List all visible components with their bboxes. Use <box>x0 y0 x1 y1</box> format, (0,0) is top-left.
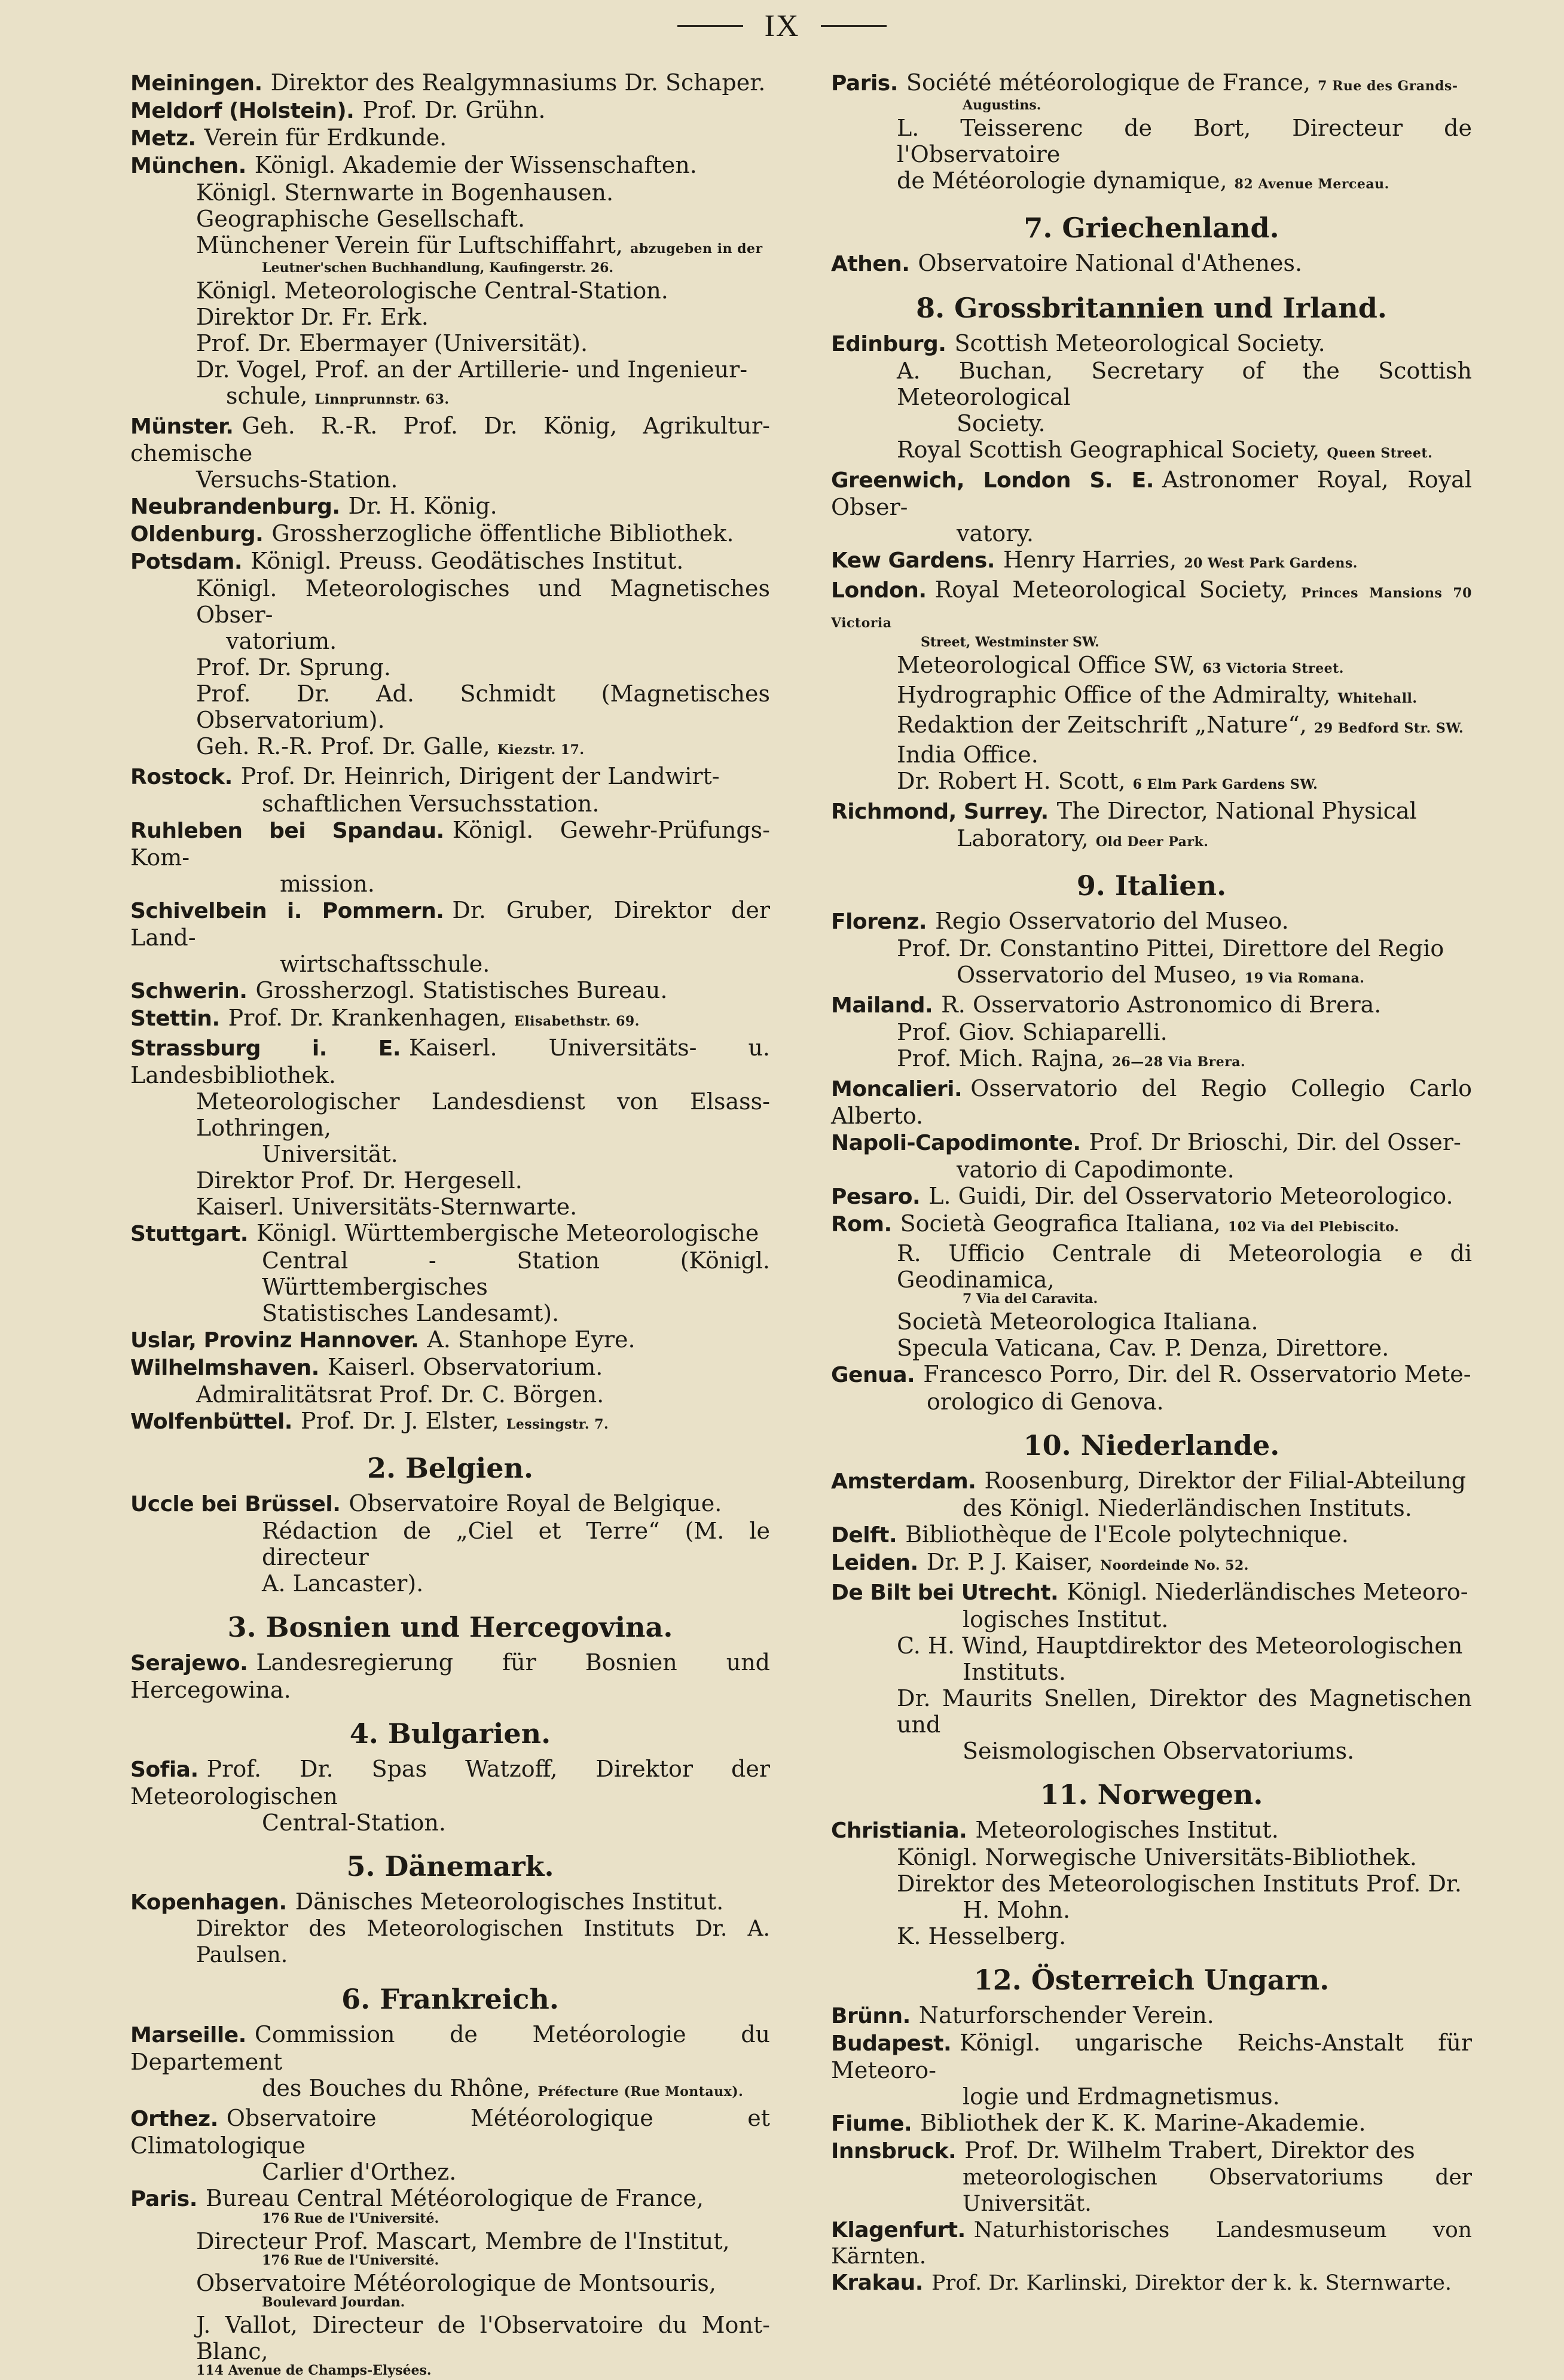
city-name: Schivelbein i. Pommern. <box>130 899 444 923</box>
entry-de-bilt <box>831 1579 1472 1606</box>
city-name: Delft. <box>831 1523 897 1548</box>
city-name: Richmond, Surrey. <box>831 800 1049 824</box>
entry-text: Münchener Verein für Luftschiffahrt, <box>196 232 623 258</box>
city-name: Serajewo. <box>130 1651 248 1676</box>
city-name: Greenwich, London S. E. <box>831 468 1154 493</box>
entry-line: A. Buchan, Secretary of the Scottish Meteorological <box>897 358 1472 410</box>
entry-text: Laboratory, <box>957 825 1089 852</box>
entry-text: Königl. Gewehr-Prüfungs-Kom- <box>130 817 770 871</box>
entry-line: Prof. Dr. Ebermayer (Universität). <box>196 330 588 356</box>
entry-meiningen <box>130 69 770 97</box>
entry-line: Königl. Meteorologische Central-Station. <box>196 277 668 304</box>
entry-line: Rédaction de „Ciel et Terre“ (M. le directeur <box>262 1518 770 1570</box>
city-name: Rom. <box>831 1212 892 1237</box>
address-note: 82 Avenue Merceau. <box>1234 176 1389 192</box>
entry-line: Direktor Prof. Dr. Hergesell. <box>196 1167 523 1194</box>
entry-text: Dänisches Meteorologisches Institut. <box>295 1888 724 1915</box>
entry-text: Grossherzogliche öffentliche Bibliothek. <box>271 520 734 547</box>
entry-line: orologico di Genova. <box>927 1389 1164 1415</box>
entry-edinburg <box>831 330 1472 358</box>
entry-neubrandenburg <box>130 493 770 520</box>
city-name: Innsbruck. <box>831 2139 957 2164</box>
entry-line: Observatoire Météorologique de Montsouris, <box>196 2270 716 2296</box>
address-note: abzugeben in der <box>630 241 763 257</box>
city-name: Ruhleben bei Spandau. <box>130 819 444 843</box>
entry-line: Direktor des Meteorologischen Instituts Prof. Dr. <box>897 1871 1462 1897</box>
left-column <box>130 69 770 2380</box>
entry-kopenhagen <box>130 1888 770 1916</box>
entry-paris <box>130 2185 770 2213</box>
entry-line: Kaiserl. Universitäts-Sternwarte. <box>196 1194 578 1220</box>
entry-metz <box>130 124 770 152</box>
address-note: Leutner'schen Buchhandlung, Kaufingerstr. 26. <box>262 260 614 276</box>
entry-line <box>831 962 1472 991</box>
city-name: Christiania. <box>831 1818 967 1843</box>
entry-line: Statistisches Landesamt). <box>262 1300 560 1326</box>
city-name: Paris. <box>130 2187 197 2211</box>
entry-text: Landesregierung für Bosnien und Hercegowina. <box>130 1649 770 1703</box>
entry-bruenn <box>831 2002 1472 2030</box>
city-name: Paris. <box>831 71 898 96</box>
entry-text: Geh. R.-R. Prof. Dr. Galle, <box>196 733 490 759</box>
entry-line: logie und Erdmagnetismus. <box>963 2083 1280 2110</box>
entry-text: Société météorologique de France, <box>906 69 1311 96</box>
entry-text: Bureau Central Météorologique de France, <box>205 2185 704 2211</box>
entry-serajewo <box>130 1649 770 1703</box>
entry-line: logisches Institut. <box>963 1606 1169 1633</box>
entry-uccle <box>130 1490 770 1518</box>
entry-line: Geographische Gesellschaft. <box>196 206 526 232</box>
entry-line: Prof. Giov. Schiaparelli. <box>897 1019 1168 1045</box>
entry-line: schaftlichen Versuchsstation. <box>262 791 600 817</box>
entry-line: Prof. Dr. Ad. Schmidt (Magnetisches Observatorium). <box>196 681 770 733</box>
entry-line: meteorologischen Observatoriums der Universität. <box>963 2165 1472 2216</box>
entry-line: Admiralitätsrat Prof. Dr. C. Börgen. <box>196 1381 604 1408</box>
city-name: Wolfenbüttel. <box>130 1409 292 1434</box>
entry-text: Royal Scottish Geographical Society, <box>897 437 1320 463</box>
entry-line: wirtschaftsschule. <box>280 951 490 977</box>
address-note: Whitehall. <box>1337 691 1418 706</box>
entry-text: Observatoire Royal de Belgique. <box>349 1490 722 1517</box>
entry-text: R. Osservatorio Astronomico di Brera. <box>941 991 1382 1018</box>
address-note: Queen Street. <box>1327 446 1433 461</box>
entry-line: Meteorologischer Landesdienst von Elsass-Lothringen, <box>196 1088 770 1141</box>
address-note: Préfecture (Rue Montaux). <box>537 2084 744 2100</box>
entry-line: mission. <box>280 871 375 897</box>
entry-text: Prof. Mich. Rajna, <box>897 1045 1105 1072</box>
country-heading: 7. Griechenland. <box>1024 212 1279 244</box>
entry-budapest <box>831 2030 1472 2083</box>
entry-text: Direktor des Realgymnasiums Dr. Schaper. <box>270 69 766 96</box>
entry-amsterdam <box>831 1467 1472 1495</box>
entry-athen <box>831 250 1472 277</box>
city-name: Kopenhagen. <box>130 1890 287 1915</box>
entry-line: Direktor des Meteorologischen Instituts Dr. A. Paulsen. <box>196 1917 770 1967</box>
entry-line <box>831 682 1472 712</box>
entry-line: Königl. Meteorologisches und Magnetisches Obser- <box>196 575 770 628</box>
city-name: Uslar, Provinz Hannover. <box>130 1328 419 1353</box>
address-note: 7 Rue des Grands- <box>1318 78 1458 94</box>
entry-line <box>831 825 1472 855</box>
address-note: 7 Via del Caravita. <box>963 1291 1098 1307</box>
entry-london <box>831 576 1472 636</box>
entry-ruhleben <box>130 817 770 871</box>
entry-line: Direktor Dr. Fr. Erk. <box>196 304 429 330</box>
entry-line: Dr. Maurits Snellen, Direktor des Magnetischen und <box>897 1685 1472 1738</box>
entry-text: Königl. Preuss. Geodätisches Institut. <box>251 548 684 574</box>
city-name: Rostock. <box>130 765 233 789</box>
entry-line: C. H. Wind, Hauptdirektor des Meteorologischen <box>897 1633 1463 1659</box>
address-note: 19 Via Romana. <box>1244 971 1365 986</box>
entry-line: Central-Station. <box>262 1810 446 1836</box>
entry-text: Prof. Dr. Krankenhagen, <box>228 1005 507 1031</box>
entry-text: Prof. Dr. Karlinski, Direktor der k. k. Sternwarte. <box>931 2271 1452 2295</box>
address-note: Kiezstr. 17. <box>497 742 585 758</box>
entry-line <box>130 383 770 413</box>
city-name: Fiume. <box>831 2112 912 2136</box>
entry-line: Central - Station (Königl. Württembergisches <box>262 1247 770 1300</box>
entry-napoli <box>831 1129 1472 1157</box>
entry-line: L. Teisserenc de Bort, Directeur de l'Observatoire <box>897 115 1472 167</box>
entry-text: schule, <box>226 383 308 409</box>
entry-text: Prof. Dr. Spas Watzoff, Direktor der Meteorologischen <box>130 1756 770 1810</box>
entry-marseille <box>130 2021 770 2075</box>
entry-line: des Königl. Niederländischen Instituts. <box>963 1495 1412 1521</box>
entry-line <box>831 167 1472 197</box>
entry-orthez <box>130 2105 770 2159</box>
entry-text: Scottish Meteorological Society. <box>954 330 1325 356</box>
city-name: Schwerin. <box>130 979 248 1003</box>
entry-line: H. Mohn. <box>963 1897 1071 1923</box>
country-heading: 6. Frankreich. <box>341 1983 559 2015</box>
page-number: IX <box>764 9 800 43</box>
entry-text: Prof. Dr Brioschi, Dir. del Osser- <box>1089 1129 1461 1155</box>
entry-text: Dr. Gruber, Direktor der Land- <box>130 897 770 951</box>
entry-line: Dr. Vogel, Prof. an der Artillerie- und Ingenieur- <box>196 356 748 383</box>
entry-text: Naturforschender Verein. <box>918 2002 1214 2028</box>
country-heading: 11. Norwegen. <box>1040 1778 1263 1811</box>
entry-genua <box>831 1361 1472 1389</box>
address-note: Boulevard Jourdan. <box>262 2294 405 2310</box>
entry-text: Grossherzogl. Statistisches Bureau. <box>255 977 668 1003</box>
entry-line <box>130 2075 770 2105</box>
city-name: Wilhelmshaven. <box>130 1356 319 1380</box>
city-name: Meldorf (Holstein). <box>130 99 355 123</box>
entry-greenwich <box>831 466 1472 520</box>
address-note: Augustins. <box>963 97 1041 113</box>
city-name: Stuttgart. <box>130 1222 248 1246</box>
address-note: 6 Elm Park Gardens SW. <box>1132 777 1318 792</box>
entry-text: Società Geografica Italiana, <box>900 1210 1221 1237</box>
entry-line: J. Vallot, Directeur de l'Observatoire du Mont-Blanc, <box>196 2312 770 2364</box>
entry-text: Kaiserl. Observatorium. <box>327 1354 603 1380</box>
city-name: Pesaro. <box>831 1185 921 1209</box>
country-heading: 10. Niederlande. <box>1023 1429 1280 1461</box>
entry-sofia <box>130 1756 770 1810</box>
entry-line: Society. <box>957 410 1046 437</box>
address-note: 20 West Park Gardens. <box>1184 556 1358 571</box>
country-heading: 9. Italien. <box>1076 869 1227 902</box>
entry-florenz <box>831 908 1472 935</box>
entry-text: Hydrographic Office of the Admiralty, <box>897 682 1331 708</box>
city-name: Neubrandenburg. <box>130 495 340 519</box>
entry-text: Prof. Dr. J. Elster, <box>300 1408 499 1434</box>
country-heading: 8. Grossbritannien und Irland. <box>916 292 1387 324</box>
entry-klagenfurt <box>831 2217 1472 2270</box>
entry-text: Kaiserl. Universitäts- u. Landesbibliothek. <box>130 1035 771 1088</box>
entry-line: vatorium. <box>226 628 337 654</box>
entry-text: Commission de Metéorologie du Departement <box>130 2021 770 2075</box>
entry-line <box>831 768 1472 798</box>
entry-line: Seismologischen Observatoriums. <box>963 1738 1355 1764</box>
city-name: Genua. <box>831 1363 915 1387</box>
entry-text: Osservatorio del Museo, <box>957 962 1238 988</box>
entry-text: L. Guidi, Dir. del Osservatorio Meteorologico. <box>928 1183 1453 1209</box>
city-name: Athen. <box>831 252 910 276</box>
address-note: Street, Westminster SW. <box>921 634 1099 650</box>
right-column <box>831 69 1472 2296</box>
entry-muenster <box>130 413 770 466</box>
entry-text: Naturhistorisches Landesmuseum von Kärnten. <box>831 2218 1472 2269</box>
entry-line: Versuchs-Station. <box>196 466 398 493</box>
address-note: 176 Rue de l'Université. <box>262 2253 439 2268</box>
city-name: Krakau. <box>831 2271 923 2295</box>
city-name: De Bilt bei Utrecht. <box>831 1580 1059 1605</box>
entry-text: Henry Harries, <box>1003 547 1177 573</box>
entry-leiden <box>831 1549 1472 1579</box>
page-header <box>0 8 1564 44</box>
entry-moncalieri <box>831 1075 1472 1129</box>
entry-delft <box>831 1521 1472 1549</box>
entry-potsdam <box>130 548 770 575</box>
entry-text: Verein für Erdkunde. <box>204 124 447 151</box>
entry-text: des Bouches du Rhône, <box>262 2075 531 2101</box>
entry-line: vatory. <box>957 520 1034 547</box>
city-name: Florenz. <box>831 910 927 934</box>
address-note: Princes Mansions 70 Victoria <box>831 585 1472 631</box>
entry-text: A. Stanhope Eyre. <box>427 1326 636 1353</box>
entry-text: Geh. R.-R. Prof. Dr. König, Agrikultur-chemische <box>130 413 770 466</box>
city-name: Napoli-Capodimonte. <box>831 1131 1081 1155</box>
entry-text: The Director, National Physical <box>1056 798 1417 824</box>
city-name: Uccle bei Brüssel. <box>130 1492 341 1517</box>
entry-line: vatorio di Capodimonte. <box>957 1157 1235 1183</box>
entry-text: Königl. ungarische Reichs-Anstalt für Meteoro- <box>831 2030 1472 2083</box>
city-name: Sofia. <box>130 1757 198 1782</box>
entry-stuttgart <box>130 1220 770 1247</box>
entry-muenchen <box>130 152 770 179</box>
entry-fiume <box>831 2110 1472 2137</box>
entry-line: Directeur Prof. Mascart, Membre de l'Institut, <box>196 2228 730 2254</box>
entry-wilhelmshaven <box>130 1354 770 1381</box>
city-name: Kew Gardens. <box>831 548 995 573</box>
address-note: 29 Bedford Str. SW. <box>1313 721 1464 736</box>
entry-text: Prof. Dr. Wilhelm Trabert, Direktor des <box>964 2137 1415 2164</box>
city-name: Edinburg. <box>831 332 946 356</box>
entry-text: Bibliothèque de l'Ecole polytechnique. <box>905 1521 1349 1548</box>
city-name: Münster. <box>130 414 234 439</box>
address-note: Old Deer Park. <box>1095 834 1209 850</box>
address-note: 114 Avenue de Champs-Elysées. <box>196 2363 432 2378</box>
entry-text: Roosenburg, Direktor der Filial-Abteilung <box>984 1467 1467 1494</box>
city-name: Oldenburg. <box>130 522 264 547</box>
city-name: Orthez. <box>130 2107 218 2131</box>
city-name: Amsterdam. <box>831 1469 976 1494</box>
country-heading: 4. Bulgarien. <box>349 1717 551 1750</box>
city-name: Strassburg i. E. <box>130 1036 401 1061</box>
entry-line <box>831 437 1472 466</box>
entry-text: Francesco Porro, Dir. del R. Osservatorio Mete- <box>923 1361 1471 1387</box>
entry-pesaro <box>831 1183 1472 1210</box>
entry-meldorf <box>130 97 770 124</box>
entry-text: Bibliothek der K. K. Marine-Akademie. <box>920 2110 1366 2136</box>
city-name: Metz. <box>130 126 196 151</box>
entry-line: R. Ufficio Centrale di Meteorologia e di Geodinamica, <box>897 1240 1472 1293</box>
entry-line <box>831 1045 1472 1075</box>
country-heading: 12. Österreich Ungarn. <box>973 1964 1330 1996</box>
city-name: London. <box>831 578 927 603</box>
entry-christiania <box>831 1817 1472 1844</box>
entry-line: Società Meteorologica Italiana. <box>897 1308 1258 1335</box>
entry-line: Prof. Dr. Sprung. <box>196 654 391 681</box>
entry-rom <box>831 1210 1472 1240</box>
address-note: Noordeinde No. 52. <box>1100 1558 1249 1573</box>
city-name: Brünn. <box>831 2004 911 2028</box>
entry-text: Dr. Robert H. Scott, <box>897 768 1126 794</box>
entry-schwerin <box>130 977 770 1005</box>
entry-line: Carlier d'Orthez. <box>262 2159 457 2185</box>
city-name: Budapest. <box>831 2031 952 2056</box>
entry-text: Redaktion der Zeitschrift „Nature“, <box>897 712 1307 738</box>
entry-wolfenbuettel <box>130 1408 770 1438</box>
city-name: Mailand. <box>831 993 933 1018</box>
entry-text: Prof. Dr. Heinrich, Dirigent der Landwirt- <box>240 763 720 789</box>
entry-text: Observatoire Météorologique et Climatologique <box>130 2105 770 2159</box>
header-rule-right <box>821 25 887 27</box>
entry-text: Königl. Akademie der Wissenschaften. <box>254 152 697 178</box>
country-heading: 2. Belgien. <box>366 1452 534 1484</box>
entry-text: Dr. P. J. Kaiser, <box>926 1549 1093 1575</box>
entry-line <box>831 712 1472 742</box>
entry-text: Prof. Dr. Grühn. <box>362 97 546 123</box>
entry-text: Astronomer Royal, Royal Obser- <box>831 466 1472 520</box>
entry-text: Meteorologisches Institut. <box>975 1817 1279 1843</box>
entry-innsbruck <box>831 2137 1472 2165</box>
entry-uslar <box>130 1326 770 1354</box>
city-name: Potsdam. <box>130 550 243 574</box>
entry-line <box>831 652 1472 682</box>
entry-line: Königl. Norwegische Universitäts-Bibliothek. <box>897 1844 1418 1871</box>
city-name: Stettin. <box>130 1006 220 1031</box>
header-rule-left <box>677 25 743 27</box>
country-heading: 3. Bosnien und Hercegovina. <box>227 1611 673 1643</box>
entry-krakau <box>831 2270 1472 2296</box>
entry-oldenburg <box>130 520 770 548</box>
address-note: Lessingstr. 7. <box>506 1417 609 1432</box>
entry-paris-societe <box>831 69 1472 99</box>
city-name: Meiningen. <box>130 71 262 96</box>
country-heading: 5. Dänemark. <box>346 1850 554 1882</box>
entry-text: Königl. Niederländisches Meteoro- <box>1067 1579 1468 1605</box>
address-note: 26—28 Via Brera. <box>1111 1054 1246 1070</box>
entry-kew-gardens <box>831 547 1472 576</box>
entry-text: de Météorologie dynamique, <box>897 167 1227 194</box>
entry-mailand <box>831 991 1472 1019</box>
entry-text: Meteorological Office SW, <box>897 652 1196 678</box>
entry-richmond <box>831 798 1472 825</box>
entry-strassburg <box>130 1035 770 1088</box>
entry-line: K. Hesselberg. <box>897 1923 1067 1949</box>
entry-text: Royal Meteorological Society, <box>934 576 1288 603</box>
city-name: Moncalieri. <box>831 1077 963 1101</box>
address-note: Linnprunnstr. 63. <box>314 392 450 407</box>
address-note: 63 Victoria Street. <box>1202 661 1344 676</box>
entry-line: Instituts. <box>963 1659 1067 1685</box>
entry-stettin <box>130 1005 770 1035</box>
address-note: 102 Via del Plebiscito. <box>1227 1219 1400 1235</box>
city-name: Klagenfurt. <box>831 2218 966 2242</box>
entry-line: Königl. Sternwarte in Bogenhausen. <box>196 179 614 206</box>
address-note: 176 Rue de l'Université. <box>262 2211 439 2226</box>
entry-text: Observatoire National d'Athenes. <box>918 250 1303 276</box>
city-name: Marseille. <box>130 2023 246 2048</box>
entry-text: Dr. H. König. <box>348 493 497 519</box>
entry-line: Prof. Dr. Constantino Pittei, Direttore del Regio <box>897 935 1444 962</box>
entry-schivelbein <box>130 897 770 951</box>
entry-line: Specula Vaticana, Cav. P. Denza, Direttore. <box>897 1335 1389 1361</box>
entry-line: India Office. <box>897 742 1038 768</box>
entry-text: Königl. Württembergische Meteorologische <box>256 1220 759 1246</box>
entry-line: Universität. <box>262 1141 398 1167</box>
entry-line <box>130 733 770 763</box>
address-note: Elisabethstr. 69. <box>514 1014 640 1029</box>
city-name: München. <box>130 154 246 178</box>
city-name: Leiden. <box>831 1551 918 1575</box>
entry-text: Osservatorio del Regio Collegio Carlo Alberto. <box>831 1075 1472 1129</box>
entry-line <box>130 232 770 262</box>
entry-text: Regio Osservatorio del Museo. <box>935 908 1289 934</box>
entry-rostock <box>130 763 770 791</box>
entry-line: A. Lancaster). <box>262 1570 424 1597</box>
